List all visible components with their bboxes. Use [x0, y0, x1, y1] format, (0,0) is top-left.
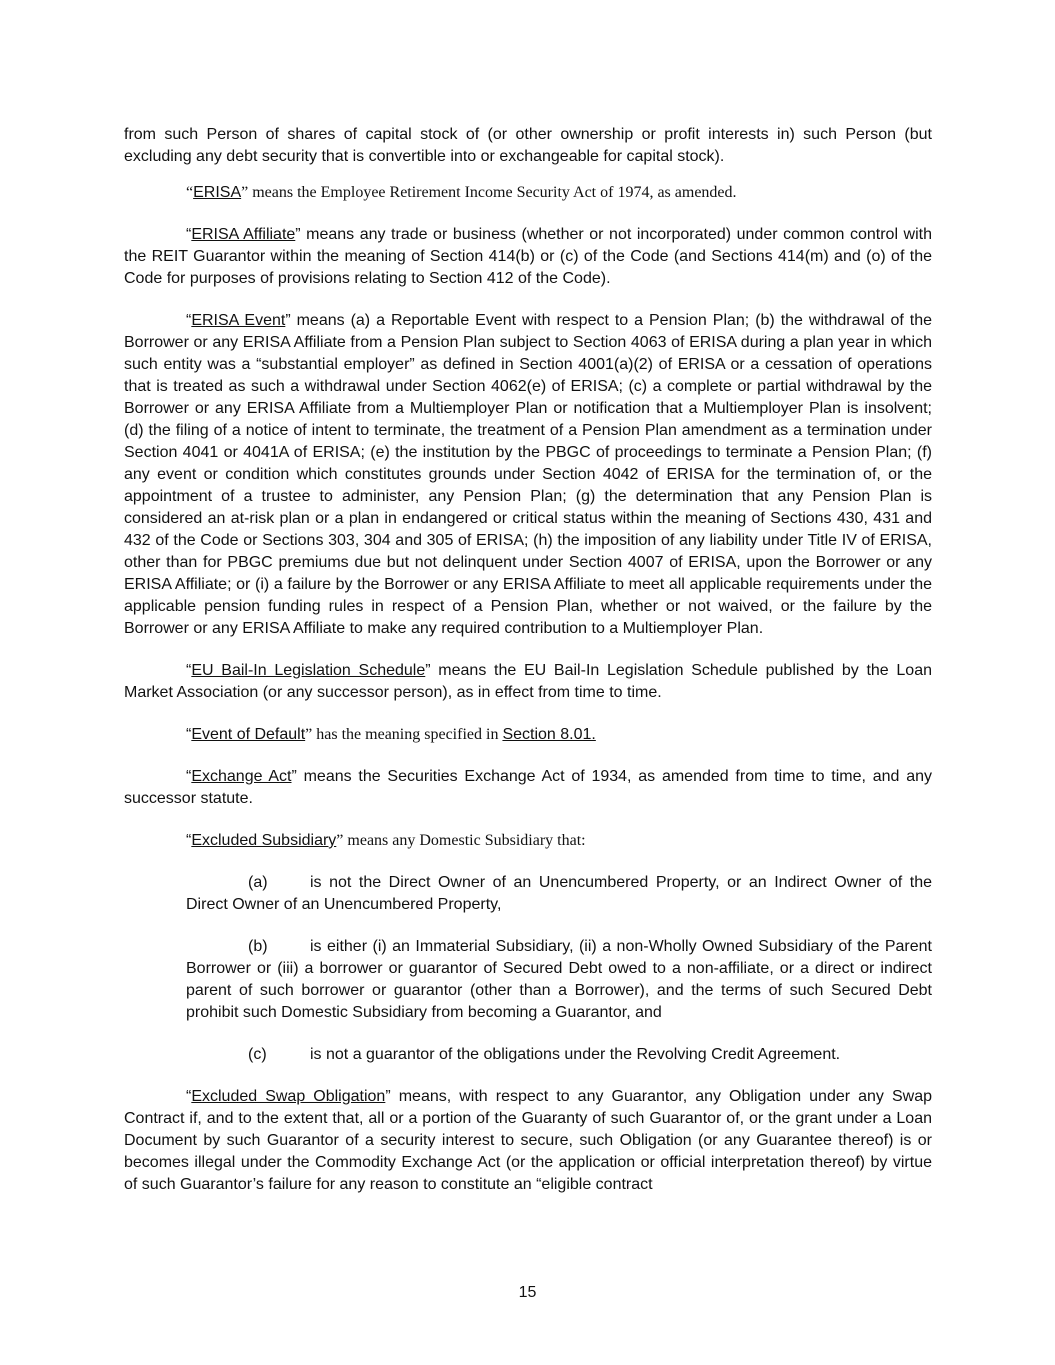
definition-text: ” means, with respect to any Guarantor, any Obligation under any Swap Contract if, and to the extent that, all or a portion of the Guaranty of such Guarantor of, or the grant under a Loan Document by such Guarantor of a security interest to secure, such Obligation (or any Guarantee thereof) is or becomes illegal under the Commodity Exchange Act (or the application or official interpretation thereof) by virtue of such Guarantor’s failure for any reason to constitute an “eligible contract: [124, 1088, 933, 1193]
open-quote: “: [186, 832, 192, 849]
page-number: 15: [518, 1284, 537, 1301]
definition-event-of-default: [124, 724, 932, 746]
list-item-a: [186, 872, 932, 916]
definition-text: ” means any Domestic Subsidiary that:: [336, 832, 586, 849]
list-label: (a): [248, 874, 268, 891]
definition-text: ” means (a) a Reportable Event with respect to a Pension Plan; (b) the withdrawal of the Borrower or any ERISA Affiliate from a Pension Plan subject to Section 4063 of ERISA during a plan year in which such entity was a “substantial employer” as defined in Section 4001(a)(2) of ERISA or a cessation of operations that is treated as such a withdrawal under Section 4062(e) of ERISA; (c) a complete or partial withdrawal by the Borrower or any ERISA Affiliate from a Multiemployer Plan or notification that a Multiemployer Plan is insolvent; (d) the filing of a notice of intent to terminate, the treatment of a Pension Plan amendment as a termination under Section 4041 or 4041A of ERISA; (e) the institution by the PBGC of proceedings to terminate a Pension Plan; (f) any event or condition which constitutes grounds under Section 4042 of ERISA for the termination of, or the appointment of a trustee to administer, any Pension Plan; (g) the determination that any Pension Plan is considered an at-risk plan or a plan in endangered or critical status within the meaning of Sections 430, 431 and 432 of the Code or Sections 303, 304 and 305 of ERISA; (h) the imposition of any liability under Title IV of ERISA, other than for PBGC premiums due but not delinquent under Section 4007 of ERISA, upon the Borrower or any ERISA Affiliate; or (i) a failure by the Borrower or any ERISA Affiliate to meet all applicable requirements under the applicable pension funding rules in respect of a Pension Plan, whether or not waived, or the failure by the Borrower or any ERISA Affiliate to make any required contribution to a Multiemployer Plan.: [124, 312, 932, 637]
definition-erisa-affiliate: [124, 224, 932, 290]
open-quote: “: [186, 1088, 192, 1105]
definition-excluded-swap-obligation: [124, 1086, 932, 1196]
defined-term-erisa-affiliate: ERISA Affiliate: [191, 226, 296, 243]
list-item-c: [186, 1044, 932, 1066]
definition-erisa-event: [124, 310, 932, 640]
defined-term-excluded-swap-obligation: Excluded Swap Obligation: [191, 1088, 386, 1105]
page-body: [124, 124, 932, 1210]
list-item-text: is either (i) an Immaterial Subsidiary, (ii) a non-Wholly Owned Subsidiary of the Parent Borrower or (iii) a borrower or guarantor of Secured Debt owed to a non-affiliate, or a direct or indirect parent of such borrower or guarantor (other than a Borrower), and the terms of such Secured Debt prohibit such Domestic Subsidiary from becoming a Guarantor, and: [186, 938, 932, 1021]
open-quote: “: [186, 226, 192, 243]
definition-text: ” means the EU Bail-In Legislation Schedule published by the Loan Market Association (or any successor person), as in effect from time to time.: [124, 662, 932, 701]
open-quote: “: [186, 312, 192, 329]
list-item-text: is not a guarantor of the obligations under the Revolving Credit Agreement.: [310, 1046, 841, 1063]
defined-term-erisa-event: ERISA Event: [191, 312, 286, 329]
definition-erisa: [124, 182, 932, 204]
list-item-text: is not the Direct Owner of an Unencumbered Property, or an Indirect Owner of the Direct Owner of an Unencumbered Property,: [186, 874, 932, 913]
defined-term-exchange-act: Exchange Act: [191, 768, 292, 785]
defined-term-eu-bail-in: EU Bail-In Legislation Schedule: [191, 662, 426, 679]
definition-exchange-act: [124, 766, 932, 810]
open-quote: “: [186, 662, 192, 679]
list-label: (b): [248, 938, 268, 955]
defined-term-excluded-subsidiary: Excluded Subsidiary: [191, 832, 337, 849]
definition-text: ” means the Securities Exchange Act of 1934, as amended from time to time, and any successor statute.: [124, 768, 933, 807]
section-reference: Section 8.01.: [502, 726, 596, 743]
list-item-b: [186, 936, 932, 1024]
open-quote: “: [186, 726, 192, 743]
defined-term-event-of-default: Event of Default: [191, 726, 306, 743]
open-quote: “: [186, 184, 194, 201]
definition-text: ” means any trade or business (whether or not incorporated) under common control with the REIT Guarantor within the meaning of Section 414(b) or (c) of the Code (and Sections 414(m) and (o) of the Code for purposes of provisions relating to Section 412 of the Code).: [124, 226, 932, 287]
list-label: (c): [248, 1046, 267, 1063]
paragraph-continuation: from such Person of shares of capital stock of (or other ownership or profit interests in) such Person (but excluding any debt security that is convertible into or exchangeable for capital stock).: [124, 126, 932, 165]
definition-text: ” means the Employee Retirement Income Security Act of 1974, as amended.: [241, 184, 737, 201]
defined-term-erisa: ERISA: [193, 184, 242, 201]
definition-text: ” has the meaning specified in: [305, 726, 503, 743]
definition-excluded-subsidiary: [124, 830, 932, 852]
open-quote: “: [186, 768, 192, 785]
definition-eu-bail-in: [124, 660, 932, 704]
